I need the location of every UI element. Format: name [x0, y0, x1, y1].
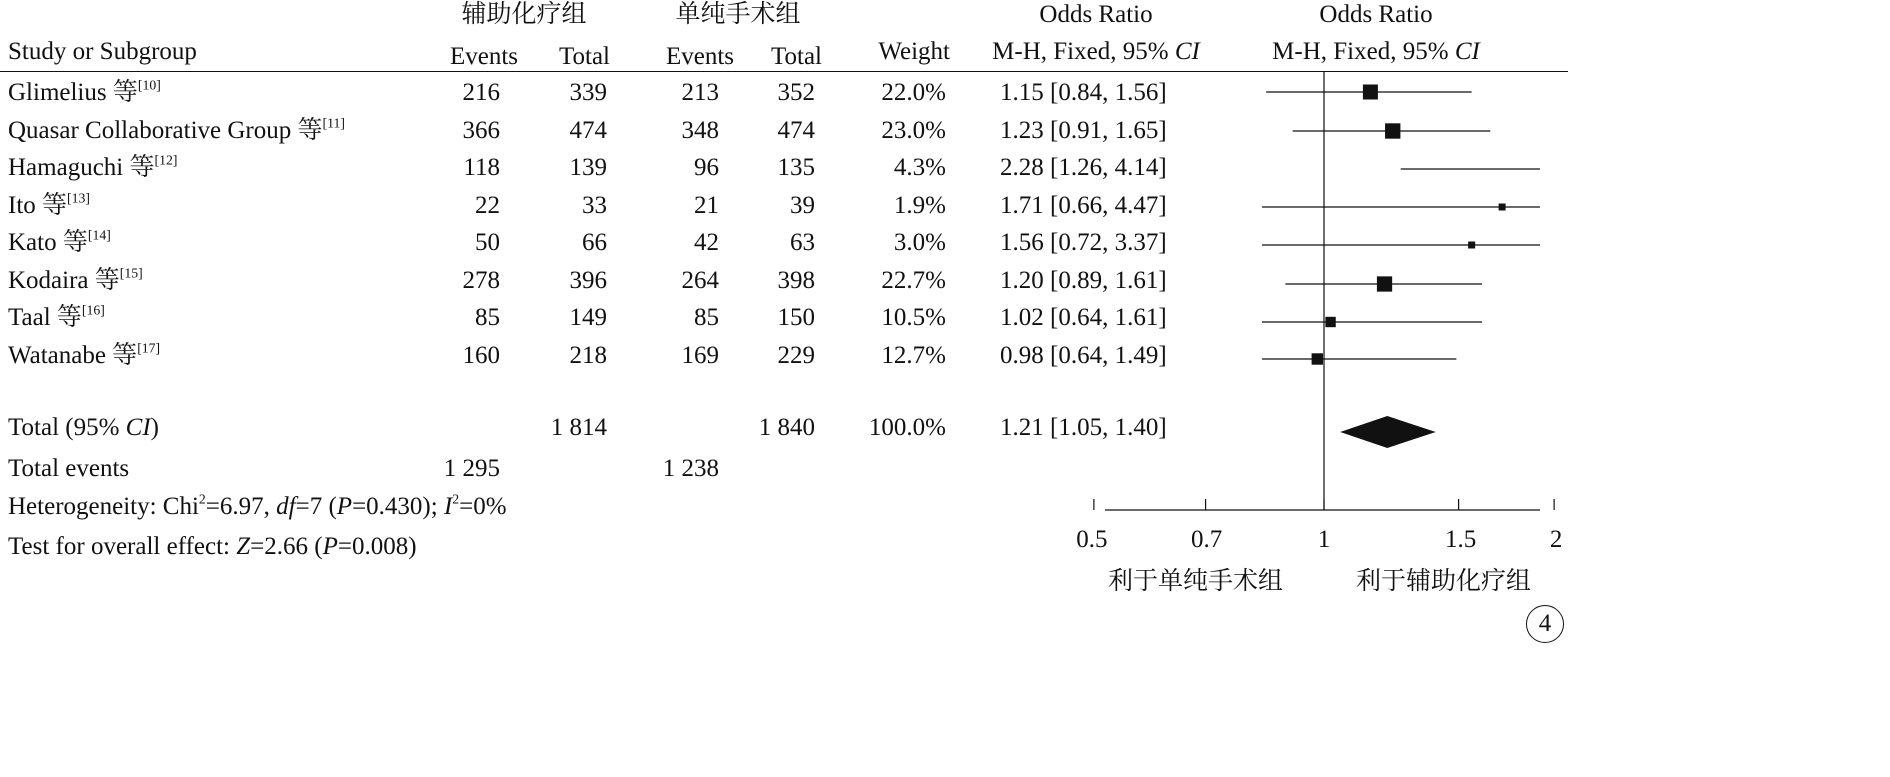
total-control: 1 840 — [758, 414, 815, 441]
events-treatment: 160 — [462, 342, 500, 369]
events-control: 348 — [681, 117, 719, 144]
or-method-header-plot: M-H, Fixed, 95% CI — [1272, 38, 1480, 65]
events-header-control: Events — [665, 43, 734, 70]
weight-value: 22.7% — [881, 267, 946, 294]
favours-treatment-label: 利于辅助化疗组 — [1356, 568, 1532, 595]
events-control: 42 — [694, 229, 719, 256]
events-treatment: 85 — [475, 304, 500, 331]
study-point-square — [1312, 353, 1323, 364]
total-treatment: 218 — [569, 342, 607, 369]
study-point-square — [1325, 317, 1335, 327]
or-ci-text: 2.28 [1.26, 4.14] — [1000, 154, 1167, 181]
study-name: Hamaguchi 等[12] — [8, 152, 178, 181]
x-axis-tick-label: 2 — [1549, 526, 1563, 553]
or-ci-text: 1.15 [0.84, 1.56] — [1000, 79, 1167, 106]
total-label: Total (95% CI) — [8, 414, 159, 441]
total-control: 474 — [777, 117, 815, 144]
total-control: 229 — [777, 342, 815, 369]
overall-effect-text: Test for overall effect: Z=2.66 (P=0.008) — [8, 533, 417, 560]
total-events-label: Total events — [8, 455, 130, 482]
weight-value: 23.0% — [881, 117, 946, 144]
pooled-estimate-diamond — [1340, 416, 1436, 448]
study-point-square — [1363, 84, 1378, 99]
study-name: Quasar Collaborative Group 等[11] — [8, 115, 345, 144]
events-control: 21 — [694, 192, 719, 219]
x-axis-tick-label: 1 — [1317, 526, 1331, 553]
x-axis-tick-label: 0.5 — [1076, 526, 1108, 553]
or-ci-text: 1.23 [0.91, 1.65] — [1000, 117, 1167, 144]
total-control: 150 — [777, 304, 815, 331]
weight-value: 1.9% — [893, 192, 946, 219]
study-name: Kato 等[14] — [8, 227, 111, 256]
total-treatment: 339 — [569, 79, 607, 106]
study-name: Watanabe 等[17] — [8, 340, 161, 369]
study-name: Kodaira 等[15] — [8, 265, 143, 294]
study-point-square — [1499, 204, 1506, 211]
total-treatment: 66 — [582, 229, 607, 256]
events-header-treatment: Events — [449, 43, 518, 70]
events-treatment: 50 — [475, 229, 500, 256]
or-method-header-text: M-H, Fixed, 95% CI — [992, 38, 1200, 65]
total-treatment: 396 — [569, 267, 607, 294]
total-header-control: Total — [770, 43, 822, 70]
events-treatment: 22 — [475, 192, 500, 219]
total-events-treatment: 1 295 — [443, 455, 500, 482]
total-control: 398 — [777, 267, 815, 294]
total-events-control: 1 238 — [662, 455, 719, 482]
events-treatment: 216 — [462, 79, 500, 106]
weight-header: Weight — [878, 38, 950, 65]
favours-control-label: 利于单纯手术组 — [1108, 568, 1284, 595]
total-treatment: 149 — [569, 304, 607, 331]
total-header-treatment: Total — [558, 43, 610, 70]
panel-label-badge: 4 — [1526, 605, 1564, 643]
or-ci-text: 0.98 [0.64, 1.49] — [1000, 342, 1167, 369]
group-header-treatment: 辅助化疗组 — [461, 1, 587, 28]
total-weight: 100.0% — [868, 414, 946, 441]
or-header-title-plot: Odds Ratio — [1319, 1, 1433, 28]
x-axis-tick-label: 1.5 — [1444, 526, 1477, 553]
or-ci-text: 1.56 [0.72, 3.37] — [1000, 229, 1167, 256]
or-ci-text: 1.02 [0.64, 1.61] — [1000, 304, 1167, 331]
total-treatment: 139 — [569, 154, 607, 181]
study-point-square — [1468, 242, 1475, 249]
study-name: Glimelius 等[10] — [8, 77, 161, 106]
events-control: 96 — [694, 154, 719, 181]
study-column-header: Study or Subgroup — [8, 38, 197, 65]
events-treatment: 118 — [463, 154, 500, 181]
events-treatment: 278 — [462, 267, 500, 294]
study-point-square — [1385, 123, 1400, 138]
total-control: 352 — [777, 79, 815, 106]
group-header-control: 单纯手术组 — [675, 1, 801, 28]
weight-value: 10.5% — [881, 304, 946, 331]
study-point-square — [1377, 276, 1392, 291]
or-ci-text: 1.20 [0.89, 1.61] — [1000, 267, 1167, 294]
events-treatment: 366 — [462, 117, 500, 144]
x-axis-tick-label: 0.7 — [1190, 526, 1223, 553]
total-control: 39 — [790, 192, 815, 219]
total-treatment: 474 — [569, 117, 607, 144]
total-or-ci-text: 1.21 [1.05, 1.40] — [1000, 414, 1167, 441]
or-header-title-text: Odds Ratio — [1039, 1, 1153, 28]
weight-value: 12.7% — [881, 342, 946, 369]
weight-value: 22.0% — [881, 79, 946, 106]
events-control: 213 — [681, 79, 719, 106]
weight-value: 3.0% — [893, 229, 946, 256]
events-control: 264 — [681, 267, 719, 294]
total-treatment: 1 814 — [550, 414, 607, 441]
events-control: 169 — [681, 342, 719, 369]
total-treatment: 33 — [582, 192, 607, 219]
weight-value: 4.3% — [893, 154, 946, 181]
total-control: 135 — [777, 154, 815, 181]
heterogeneity-text: Heterogeneity: Chi$^2$=6.97, df=7 (P=0.430); $I^2=0\%$ — [8, 491, 507, 520]
or-ci-text: 1.71 [0.66, 4.47] — [1000, 192, 1167, 219]
study-name: Taal 等[16] — [8, 302, 105, 331]
study-name: Ito 等[13] — [8, 190, 90, 219]
events-control: 85 — [694, 304, 719, 331]
total-control: 63 — [790, 229, 815, 256]
